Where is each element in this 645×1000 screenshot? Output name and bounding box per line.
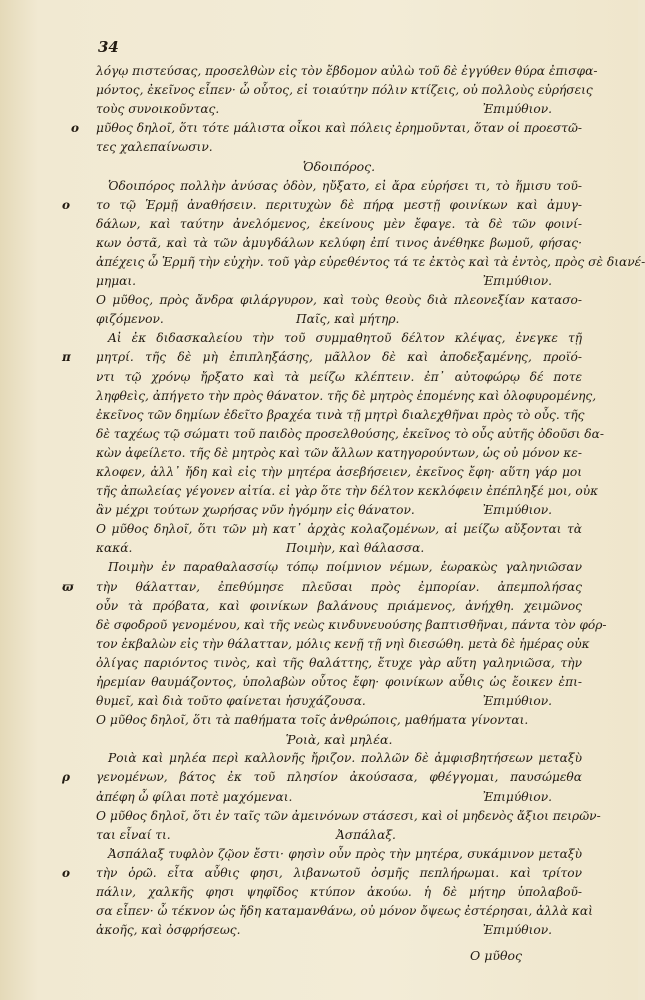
epimythion-label: Ἐπιμύθιον.	[482, 274, 552, 289]
text-line: λόγῳ πιστεύσας, προσελθὼν εἰς τὸν ἔβδομον αὐλὼ τοῦ δὲ ἐγγύθεν θύρα ἐπισφα-	[96, 64, 598, 78]
text-line: πάλιν, χαλκῆς φησι ψηφῖδος κτύπον ἀκούω. ἡ δὲ μήτηρ ὑπολαβοῦ-	[96, 885, 582, 900]
fable-title: Παῖς, καὶ μήτηρ.	[296, 312, 400, 327]
text-line: ὀλίγας παριόντος τινὸς, καὶ τῆς θαλάττης, ἔτυχε γὰρ αὕτη γαληνιῶσα, τὴν	[96, 655, 582, 670]
text-line-content: τοὺς συνοικοῦντας.	[96, 102, 220, 117]
text-line	[96, 826, 582, 845]
text-line: μῦθος δηλοῖ, ὅτι τότε μάλιστα οἶκοι καὶ πόλεις ἐρημοῦνται, ὅταν οἱ προεστῶ-	[96, 121, 582, 136]
fable-1-ending	[70, 62, 598, 157]
text-line-content: μητρί. τῆς δὲ μὴ ἐπιπληξάσης, μᾶλλον δὲ καὶ ἀποδεξαμένης, προϊό-	[96, 350, 582, 365]
epimythion-label: Ἐπιμύθιον.	[482, 923, 552, 938]
text-line-content: ἀπέφη ὦ φίλαι ποτὲ μαχόμεναι.	[96, 789, 293, 804]
fable-3-body	[62, 329, 604, 558]
text-line: Ο μῦθος δηλοῖ, ὅτι τὰ παθήματα τοῖς ἀνθρώποις, μαθήματα γίνονται.	[96, 713, 529, 728]
text-line: δάλων, καὶ ταύτην ἀνελόμενος, ἐκείνους μὲν ἔφαγε. τὰ δὲ τῶν φοινί-	[96, 216, 582, 231]
text-line: Ποιμὴν ἐν παραθαλασσίῳ τόπῳ ποίμνιον νέμων, ἑωρακὼς γαληνιῶσαν	[108, 560, 582, 575]
text-line: ἐκεῖνος τῶν δημίων ἐδεῖτο βραχέα τινὰ τῇ μητρὶ διαλεχθῆναι πρὸς τὸ οὖς. τῆς	[96, 407, 585, 422]
text-line	[62, 578, 582, 597]
text-line-content: φιζόμενον.	[96, 312, 164, 327]
text-line: τῆς ἀπωλείας γέγονεν αἰτία. εἰ γὰρ ὅτε τὴν δέλτον κεκλόφειν ἐπέπληξέ μοι, οὐκ	[96, 484, 599, 499]
fable-5-body	[62, 749, 601, 844]
text-line	[96, 501, 582, 520]
text-line	[96, 310, 582, 329]
text-line-content: το τῷ Ἑρμῇ ἀναθήσειν. περιτυχὼν δὲ πήρᾳ μεστῇ φοινίκων καὶ ἀμυγ-	[96, 197, 582, 212]
fable-title: Ἀσπάλαξ.	[336, 827, 396, 842]
fable-title: Ὁδοιπόρος.	[302, 159, 376, 175]
text-line: τον ἐκβαλὼν εἰς τὴν θάλατταν, μόλις κενῇ τῇ νηὶ διεσώθη. μετὰ δὲ ἡμέρας οὐκ	[96, 636, 590, 651]
text-line: Ο μῦθος δηλοῖ, ὅτι τῶν μὴ κατ᾽ ἀρχὰς κολαζομένων, αἱ μείζω αὔξονται τὰ	[96, 522, 582, 537]
text-line: σα εἶπεν· ὦ τέκνον ὡς ἤδη καταμανθάνω, οὐ μόνον ὄψεως ἐστέρησαι, ἀλλὰ καὶ	[96, 904, 593, 919]
text-line: ἠρεμίαν θαυμάζοντος, ὑπολαβὼν οὗτος ἔφη· φοινίκων αὖθις ὡς ἔοικεν ἐπι-	[96, 675, 582, 689]
epimythion-label: Ἐπιμύθιον.	[482, 694, 552, 709]
fable-title: Ποιμὴν, καὶ θάλασσα.	[286, 541, 425, 556]
fable-2-body	[62, 177, 645, 330]
text-line-content: μημαι.	[96, 274, 137, 289]
fable-title: Ῥοιὰ, καὶ μηλέα.	[285, 732, 393, 748]
text-line: οὖν τὰ πρόβατα, καὶ φοινίκων βαλάνους πριάμενος, ἀνήχθη. χειμῶνος	[96, 598, 582, 613]
marginal-letter: ρ	[62, 770, 70, 785]
marginal-letter: ο	[62, 197, 71, 212]
text-line: τες χαλεπαίνωσιν.	[96, 140, 213, 155]
text-line: Ο μῦθος δηλοῖ, ὅτι ἐν ταῖς τῶν ἀμεινόνων στάσεσι, καὶ οἱ μηδενὸς ἄξιοι πειρῶν-	[96, 808, 601, 823]
text-line-content: θυμεῖ, καὶ διὰ τοῦτο φαίνεται ἡσυχάζουσα.	[96, 694, 366, 709]
text-line-content: ἀκοῆς, καὶ ὀσφρήσεως.	[96, 923, 241, 938]
text-line: Αἰ ἐκ διδασκαλείου τὴν τοῦ συμμαθητοῦ δέλτον κλέψας, ἐνεγκε τῇ	[108, 331, 582, 346]
text-line-content: ἂν μέχρι τούτων χωρήσας νῦν ἠγόμην εἰς θάνατον.	[96, 503, 415, 518]
text-line	[62, 196, 582, 215]
text-line: κλοφεν, ἀλλ᾽ ἤδη καὶ εἰς τὴν μητέρα ἀσεβήσειεν, ἐκεῖνος ἔφη· αὕτη γάρ μοι	[96, 464, 582, 479]
epimythion-label: Ἐπιμύθιον.	[482, 102, 552, 117]
marginal-letter: ο	[70, 121, 79, 136]
text-line-content: γενομένων, βάτος ἐκ τοῦ πλησίον ἀκούσασα, φθέγγομαι, παυσώμεθα	[96, 770, 582, 785]
text-line	[96, 692, 582, 711]
text-line-content: τὴν ὁρῶ. εἶτα αὖθις φησι, λιβανωτοῦ ὀσμῆς πεπλήρωμαι. καὶ τρίτον	[96, 865, 582, 880]
page-number: 34	[98, 38, 119, 56]
text-line-content: τὴν θάλατταν, ἐπεθύμησε πλεῦσαι πρὸς ἐμπορίαν. ἀπεμπολήσας	[96, 579, 582, 594]
text-line	[96, 272, 582, 291]
text-line: κων ὀστᾶ, καὶ τὰ τῶν ἀμυγδάλων κελύφη ἐπί τινος ἀνέθηκε βωμοῦ, φήσας·	[96, 235, 582, 250]
text-line: Ο μῦθος, πρὸς ἄνδρα φιλάργυρον, καὶ τοὺς θεοὺς διὰ πλεονεξίαν κατασο-	[96, 293, 582, 308]
text-line	[96, 539, 582, 558]
text-line	[96, 788, 582, 807]
marginal-letter: ο	[62, 865, 71, 880]
text-line-content: κακά.	[96, 541, 133, 556]
text-line	[62, 864, 582, 883]
text-line: Ροιὰ καὶ μηλέα περὶ καλλονῆς ἤριζον. πολλῶν δὲ ἀμφισβητήσεων μεταξὺ	[108, 751, 582, 766]
marginal-letter: ϖ	[62, 579, 74, 594]
fable-6-body	[62, 845, 593, 940]
fable-4-body	[62, 558, 607, 730]
text-line: ντι τῷ χρόνῳ ἤρξατο καὶ τὰ μείζω κλέπτειν. ἐπ᾽ αὐτοφώρῳ δέ ποτε	[96, 369, 582, 384]
text-line	[62, 768, 582, 787]
catchword: Ο μῦθος	[470, 948, 522, 963]
text-line	[96, 100, 582, 119]
text-column	[62, 62, 645, 940]
text-line: δὲ σφοδροῦ γενομένου, καὶ τῆς νεὼς κινδυνευούσης βαπτισθῆναι, πάντα τὸν φόρ-	[96, 617, 607, 632]
text-line: μόντος, ἐκεῖνος εἶπεν· ὦ οὗτος, εἰ τοιαύτην πόλιν κτίζεις, οὐ πολλοὺς εὑρήσεις	[96, 83, 593, 98]
text-line: ἀπέχεις ὦ Ἑρμῆ τὴν εὐχὴν. τοῦ γὰρ εὑρεθέντος τά τε ἐκτὸς καὶ τὰ ἐντὸς, πρὸς σὲ διανέ-	[96, 254, 645, 269]
epimythion-label: Ἐπιμύθιον.	[482, 789, 552, 804]
text-line: ληφθεὶς, ἀπήγετο τὴν πρὸς θάνατον. τῆς δὲ μητρὸς ἑπομένης καὶ ὀλοφυρομένης,	[96, 388, 597, 403]
marginal-letter: π	[62, 350, 71, 365]
text-line: Ὁδοιπόρος πολλὴν ἀνύσας ὁδὸν, ηὔξατο, εἰ ἄρα εὑρήσει τι, τὸ ἥμισυ τοῦ-	[108, 178, 582, 193]
text-line-content: ται εἶναί τι.	[96, 827, 171, 842]
text-line: δὲ ταχέως τῷ σώματι τοῦ παιδὸς προσελθούσης, ἐκεῖνος τὸ οὖς αὐτῆς ὀδοῦσι δα-	[96, 426, 604, 441]
text-line: κὼν ἀφείλετο. τῆς δὲ μητρὸς καὶ τῶν ἄλλων κατηγορούντων, ὡς οὐ μόνον κε-	[96, 445, 583, 460]
moral	[70, 119, 582, 157]
text-line	[96, 921, 582, 940]
epimythion-label: Ἐπιμύθιον.	[482, 503, 552, 518]
text-line: Ἀσπάλαξ τυφλὸν ζῷον ἔστι· φησὶν οὖν πρὸς τὴν μητέρα, συκάμινον μεταξὺ	[108, 846, 582, 861]
text-line	[62, 348, 582, 367]
